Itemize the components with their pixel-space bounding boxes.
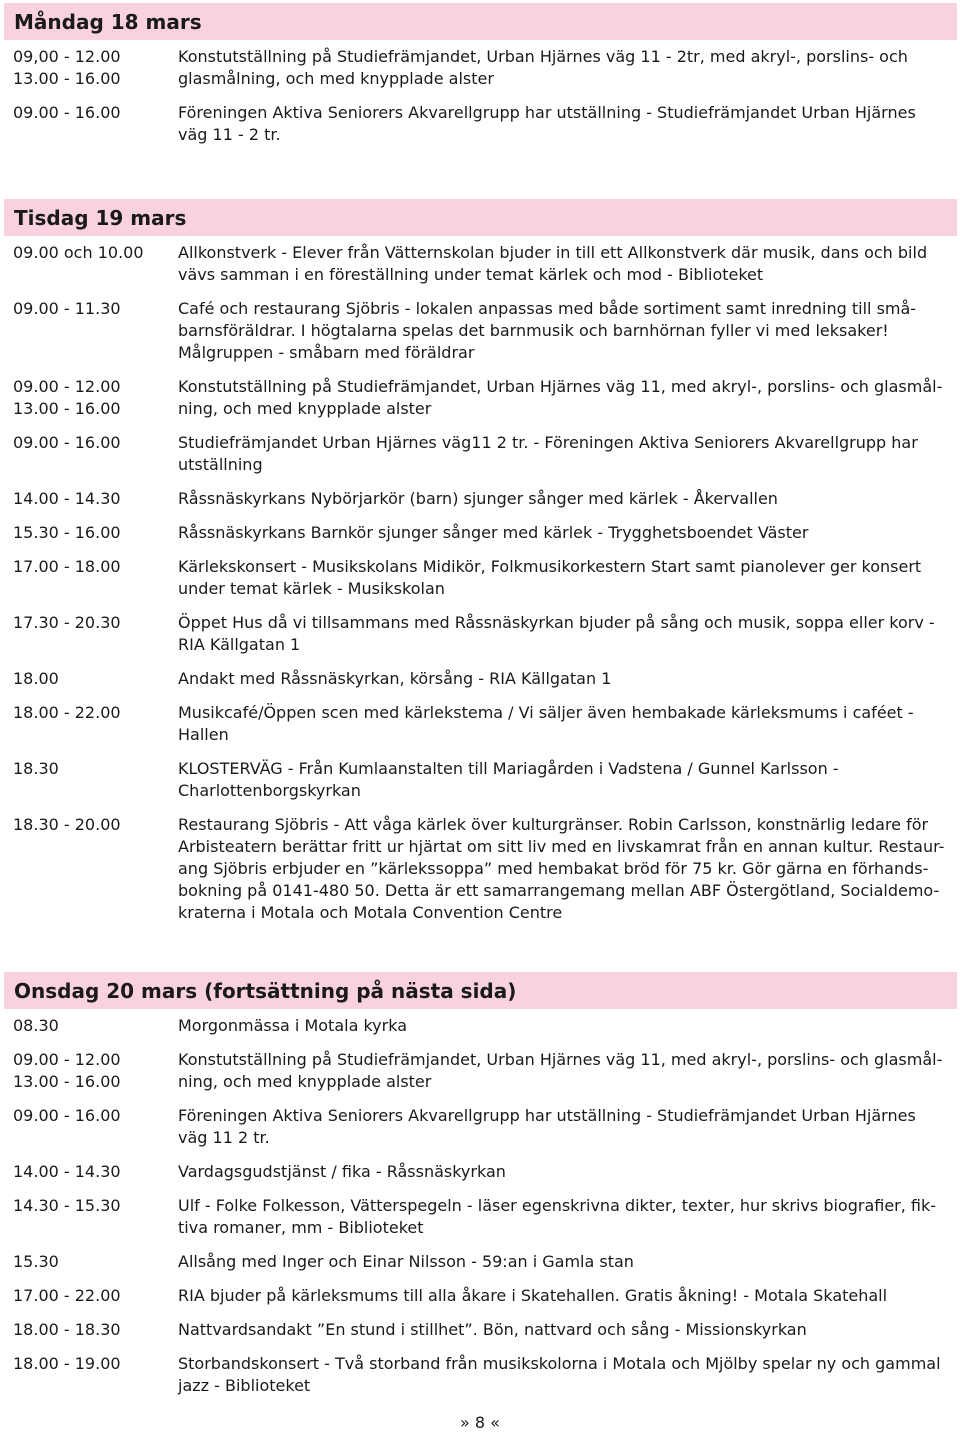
event-time: 15.30	[13, 1252, 59, 1271]
event-description: Konstutställning på Studiefrämjandet, Urban Hjärnes väg 11 - 2tr, med akryl-, porslins- och glasmålning, och med knypplade alster	[178, 47, 908, 88]
event-list	[0, 1015, 960, 1397]
event-time: 08.30	[13, 1016, 59, 1035]
event-time: 18.00	[13, 669, 59, 688]
event-description: Morgonmässa i Motala kyrka	[178, 1016, 407, 1035]
event-description: Öppet Hus då vi tillsammans med Råssnäskyrkan bjuder på sång och musik, soppa eller korv - RIA Källgatan 1	[178, 613, 935, 654]
event-description: Konstutställning på Studiefrämjandet, Urban Hjärnes väg 11, med akryl-, porslins- och glasmål- ning, och med knypplade alster	[178, 1050, 943, 1091]
event-time: 14.00 - 14.30	[13, 1162, 121, 1181]
event-time: 18.30 - 20.00	[13, 815, 121, 834]
event-list	[0, 46, 960, 146]
day-heading: Tisdag 19 mars	[4, 199, 957, 236]
event-row	[0, 1319, 960, 1341]
event-row	[0, 1015, 960, 1037]
event-row	[0, 522, 960, 544]
event-description: Café och restaurang Sjöbris - lokalen anpassas med både sortiment samt inredning till små- barnsföräldrar. I högtalarna spelas det barnmusik och barnhörnan fyller vi med leksaker! Målgruppen - småbarn med föräldrar	[178, 299, 917, 362]
event-row	[0, 102, 960, 146]
event-description: Allkonstverk - Elever från Vätternskolan bjuder in till ett Allkonstverk där musik, dans och bild vävs samman i en föreställning under temat kärlek och mod - Biblioteket	[178, 243, 928, 284]
day-heading: Onsdag 20 mars (fortsättning på nästa sida)	[4, 972, 957, 1009]
event-time: 18.00 - 22.00	[13, 703, 121, 722]
day-section-wednesday	[0, 972, 960, 1409]
event-row	[0, 668, 960, 690]
event-row	[0, 814, 960, 924]
event-description: RIA bjuder på kärleksmums till alla åkare i Skatehallen. Gratis åkning! - Motala Skatehall	[178, 1286, 888, 1305]
event-description: Vardagsgudstjänst / fika - Råssnäskyrkan	[178, 1162, 506, 1181]
event-time: 09.00 - 16.00	[13, 1106, 121, 1125]
event-time: 17.30 - 20.30	[13, 613, 121, 632]
event-row	[0, 1251, 960, 1273]
event-description: Råssnäskyrkans Barnkör sjunger sånger med kärlek - Trygghetsboendet Väster	[178, 523, 809, 542]
event-time: 09.00 - 12.00 13.00 - 16.00	[13, 1050, 121, 1091]
day-section-tuesday	[0, 199, 960, 948]
event-description: Nattvardsandakt ”En stund i stillhet”. Bön, nattvard och sång - Missionskyrkan	[178, 1320, 807, 1339]
event-time: 09.00 - 16.00	[13, 433, 121, 452]
event-description: KLOSTERVÄG - Från Kumlaanstalten till Mariagården i Vadstena / Gunnel Karlsson - Charlottenborgskyrkan	[178, 759, 839, 800]
event-row	[0, 46, 960, 90]
event-time: 14.30 - 15.30	[13, 1196, 121, 1215]
event-description: Ulf - Folke Folkesson, Vätterspegeln - läser egenskrivna dikter, texter, hur skrivs biografier, fik- tiva romaner, mm - Biblioteket	[178, 1196, 937, 1237]
event-row	[0, 242, 960, 286]
event-description: Musikcafé/Öppen scen med kärlekstema / Vi säljer även hembakade kärleksmums i caféet - Hallen	[178, 703, 914, 744]
event-description: Föreningen Aktiva Seniorers Akvarellgrupp har utställning - Studiefrämjandet Urban Hjärnes väg 11 2 tr.	[178, 1106, 916, 1147]
event-time: 09.00 - 11.30	[13, 299, 121, 318]
day-heading: Måndag 18 mars	[4, 3, 957, 40]
event-time: 14.00 - 14.30	[13, 489, 121, 508]
event-time: 09.00 och 10.00	[13, 243, 144, 262]
event-time: 15.30 - 16.00	[13, 523, 121, 542]
event-description: Studiefrämjandet Urban Hjärnes väg11 2 tr. - Föreningen Aktiva Seniorers Akvarellgrupp har utställning	[178, 433, 918, 474]
event-time: 09,00 - 12.00 13.00 - 16.00	[13, 47, 121, 88]
event-row	[0, 376, 960, 420]
event-list	[0, 242, 960, 936]
event-row	[0, 758, 960, 802]
event-time: 17.00 - 18.00	[13, 557, 121, 576]
event-description: Storbandskonsert - Två storband från musikskolorna i Motala och Mjölby spelar ny och gammal jazz - Biblioteket	[178, 1354, 941, 1395]
event-description: Allsång med Inger och Einar Nilsson - 59:an i Gamla stan	[178, 1252, 634, 1271]
event-row	[0, 1049, 960, 1093]
event-description: Andakt med Råssnäskyrkan, körsång - RIA Källgatan 1	[178, 669, 612, 688]
event-time: 18.00 - 19.00	[13, 1354, 121, 1373]
event-row	[0, 1353, 960, 1397]
event-row	[0, 1105, 960, 1149]
event-description: Restaurang Sjöbris - Att våga kärlek över kulturgränser. Robin Carlsson, konstnärlig ledare för Arbisteatern berättar fritt ur hjärtat om sitt liv med en livskamrat från en annan kultur. Restaur- ang Sjöbris erbjuder en ”kärlekssoppa” med hembakat bröd för 75 kr. Gör gärna en förhands- bokning på 0141-480 50. Detta är ett samarrangemang mellan ABF Östergötland, Socialdemo- kraterna i Motala och Motala Convention Centre	[178, 815, 945, 922]
event-description: Råssnäskyrkans Nybörjarkör (barn) sjunger sånger med kärlek - Åkervallen	[178, 489, 778, 508]
page-number: » 8 «	[460, 1413, 500, 1432]
event-row	[0, 1195, 960, 1239]
event-description: Konstutställning på Studiefrämjandet, Urban Hjärnes väg 11, med akryl-, porslins- och glasmål- ning, och med knypplade alster	[178, 377, 943, 418]
event-row	[0, 1161, 960, 1183]
event-row	[0, 612, 960, 656]
event-row	[0, 488, 960, 510]
event-row	[0, 1285, 960, 1307]
event-row	[0, 432, 960, 476]
day-section-monday	[0, 3, 960, 158]
event-row	[0, 298, 960, 364]
event-time: 18.30	[13, 759, 59, 778]
event-row	[0, 702, 960, 746]
event-time: 09.00 - 12.00 13.00 - 16.00	[13, 377, 121, 418]
event-time: 17.00 - 22.00	[13, 1286, 121, 1305]
event-time: 18.00 - 18.30	[13, 1320, 121, 1339]
event-time: 09.00 - 16.00	[13, 103, 121, 122]
event-description: Kärlekskonsert - Musikskolans Midikör, Folkmusikorkestern Start samt pianolever ger konsert under temat kärlek - Musikskolan	[178, 557, 922, 598]
event-row	[0, 556, 960, 600]
event-description: Föreningen Aktiva Seniorers Akvarellgrupp har utställning - Studiefrämjandet Urban Hjärnes väg 11 - 2 tr.	[178, 103, 916, 144]
